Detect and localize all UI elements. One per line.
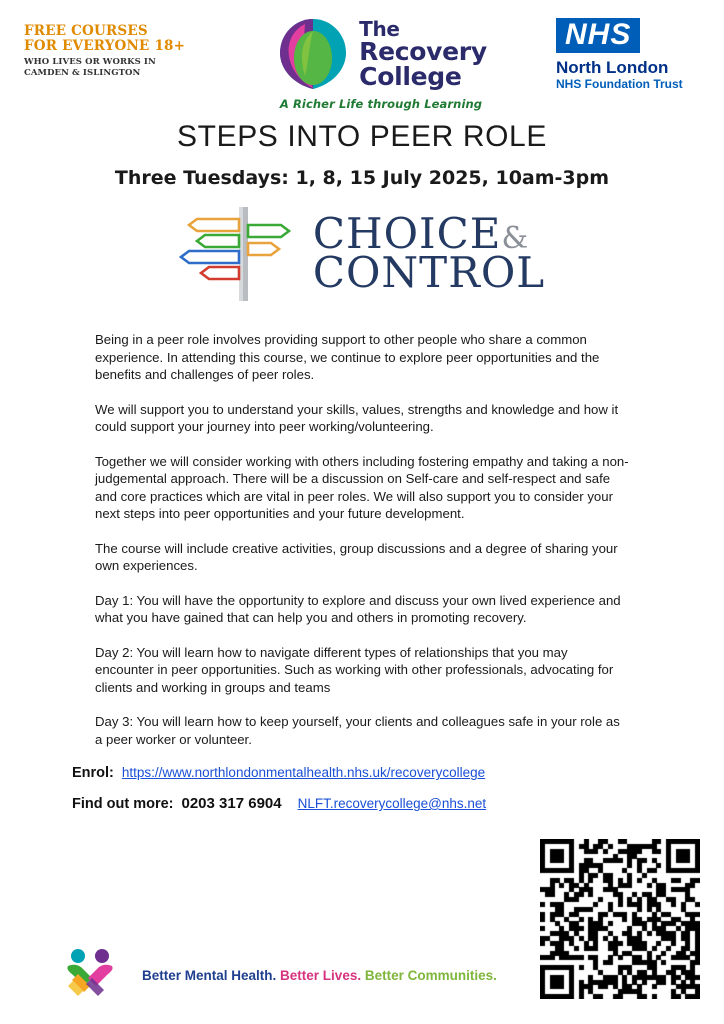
- paragraph: We will support you to understand your skills, values, strengths and knowledge and how it could support your journey into peer working/volunteering.: [95, 401, 619, 434]
- page-footer: [0, 946, 540, 1004]
- free-courses-small1: WHO LIVES OR WORKS IN: [24, 57, 156, 67]
- paragraph: Being in a peer role involves providing support to other people who share a common experience. In attending this course, we continue to explore peer opportunities and the benefits and challenges of peer roles.: [95, 332, 600, 382]
- nhs-badge: NHS: [556, 18, 640, 53]
- free-courses-small2: CAMDEN & ISLINGTON: [24, 68, 141, 78]
- recovery-college-logo-top: [275, 16, 487, 92]
- ampersand-glyph: &: [501, 220, 530, 256]
- enrol-label: Enrol:: [72, 765, 114, 781]
- free-courses-notice: [24, 16, 214, 79]
- recovery-college-logo: [251, 16, 511, 111]
- signpost-icon: [179, 203, 309, 303]
- recovery-college-mark-icon: [275, 16, 351, 92]
- email-link[interactable]: NLFT.recoverycollege@nhs.net: [297, 796, 487, 811]
- footer-part-1: Better Mental Health.: [142, 967, 277, 983]
- paragraph-day-2: Day 2: You will learn how to navigate different types of relationships that you may encounter in peer opportunities. Such as working with other professionals, advocating for clients and working in groups and teams: [95, 644, 614, 695]
- course-dates: Three Tuesdays: 1, 8, 15 July 2025, 10am-3pm: [114, 167, 610, 189]
- phone-number: 0203 317 6904: [181, 795, 282, 812]
- footer-part-2: Better Lives.: [280, 967, 362, 983]
- footer-strapline: [142, 968, 497, 983]
- page-header: [0, 0, 724, 111]
- enrol-row: [72, 765, 724, 781]
- nhs-trust-name: North London: [556, 58, 669, 77]
- paragraph: Together we will consider working with others including fostering empathy and taking a non-judgemental approach. There will be a discussion on Self-care and self-respect and safe and core practices which are vital in peer roles. We will also support you to consider your next steps into peer opportunities and your future development.: [95, 453, 629, 521]
- paragraph-day-3: Day 3: You will learn how to keep yourself, your clients and colleagues safe in your role as a peer worker or volunteer.: [95, 714, 620, 747]
- page-title: STEPS INTO PEER ROLE: [177, 120, 547, 153]
- recovery-college-word-recovery: Recovery: [359, 37, 487, 66]
- free-courses-line1: FREE COURSES: [24, 23, 148, 39]
- recovery-college-word-the: The: [359, 17, 400, 41]
- footer-part-3: Better Communities.: [364, 967, 497, 983]
- paragraph-day-1: Day 1: You will have the opportunity to explore and discuss your own lived experience and what you have gained that can help you and others in promoting recovery.: [95, 592, 621, 625]
- find-out-more-label: Find out more:: [72, 796, 174, 812]
- choice-and-control-wordmark: [312, 208, 546, 297]
- choice-and-control-logo: [0, 203, 724, 303]
- course-description: [95, 331, 629, 748]
- nhs-trust-sub: NHS Foundation Trust: [556, 77, 683, 91]
- paragraph: The course will include creative activities, group discussions and a degree of sharing your own experiences.: [95, 540, 618, 573]
- handshake-icon: [62, 946, 120, 1004]
- recovery-college-word-college: College: [359, 62, 462, 91]
- free-courses-line2: FOR EVERYONE 18+: [24, 38, 186, 54]
- recovery-college-wordmark: [359, 19, 487, 89]
- nhs-logo: [556, 16, 706, 91]
- qr-code[interactable]: [540, 839, 700, 999]
- recovery-college-tagline: A Richer Life through Learning: [279, 97, 483, 111]
- contact-row: [72, 795, 724, 812]
- choice-word: CHOICE&: [312, 208, 530, 258]
- enrol-link[interactable]: https://www.northlondonmentalhealth.nhs.uk/recoverycollege: [121, 765, 486, 780]
- control-word: CONTROL: [312, 248, 546, 297]
